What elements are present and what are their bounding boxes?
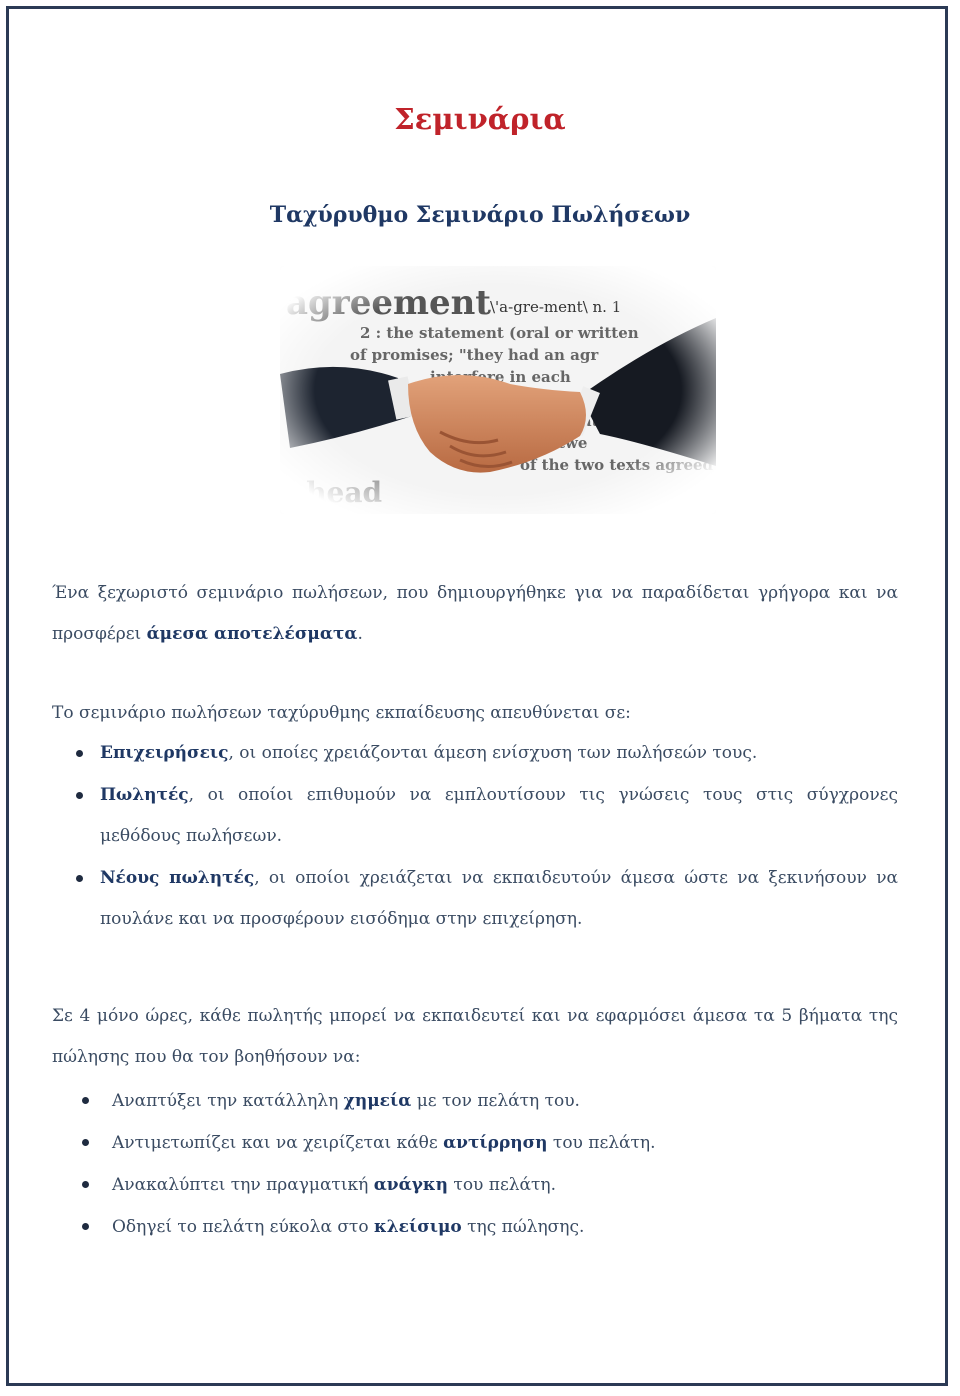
list-item: Πωλητές, οι οποίοι επιθυμούν να εμπλουτίσουν τις γνώσεις τους στις σύγχρονες μεθόδους πωλήσεων. bbox=[100, 775, 898, 857]
audience-lead: Το σεμινάριο πωλήσεων ταχύρυθμης εκπαίδευσης απευθύνεται σε: bbox=[52, 703, 631, 723]
list-item: Οδηγεί το πελάτη εύκολα στο κλείσιμο της πώλησης. bbox=[112, 1206, 898, 1248]
intro-paragraph: Ένα ξεχωριστό σεμινάριο πωλήσεων, που δημιουργήθηκε για να παραδίδεται γρήγορα και να προσφέρει άμεσα αποτελέσματα. bbox=[52, 583, 898, 644]
page-subtitle: Ταχύρυθμο Σεμινάριο Πωλήσεων bbox=[269, 202, 691, 228]
steps-lead: Σε 4 μόνο ώρες, κάθε πωλητής μπορεί να εκπαιδευτεί και να εφαρμόσει άμεσα τα 5 βήματα της πώλησης που θα τον βοηθήσουν να: bbox=[52, 1006, 898, 1067]
list-item: Ανακαλύπτει την πραγματική ανάγκη του πελάτη. bbox=[112, 1164, 898, 1206]
handshake-agreement-image bbox=[280, 266, 716, 514]
list-item: Επιχειρήσεις, οι οποίες χρειάζονται άμεση ενίσχυση των πωλήσεών τους. bbox=[100, 733, 898, 774]
list-item: Αναπτύξει την κατάλληλη χημεία με τον πελάτη του. bbox=[112, 1080, 898, 1122]
steps-list bbox=[112, 1080, 898, 1248]
list-item: Νέους πωλητές, οι οποίοι χρειάζεται να εκπαιδευτούν άμεσα ώστε να ξεκινήσουν να πουλάνε και να προσφέρουν εισόδημα στην επιχείρηση. bbox=[100, 858, 898, 940]
page-title: Σεμινάρια bbox=[394, 102, 566, 136]
intro-emphasis: άμεσα αποτελέσματα bbox=[146, 624, 358, 644]
audience-list bbox=[100, 733, 898, 941]
list-item: Αντιμετωπίζει και να χειρίζεται κάθε αντίρρηση του πελάτη. bbox=[112, 1122, 898, 1164]
